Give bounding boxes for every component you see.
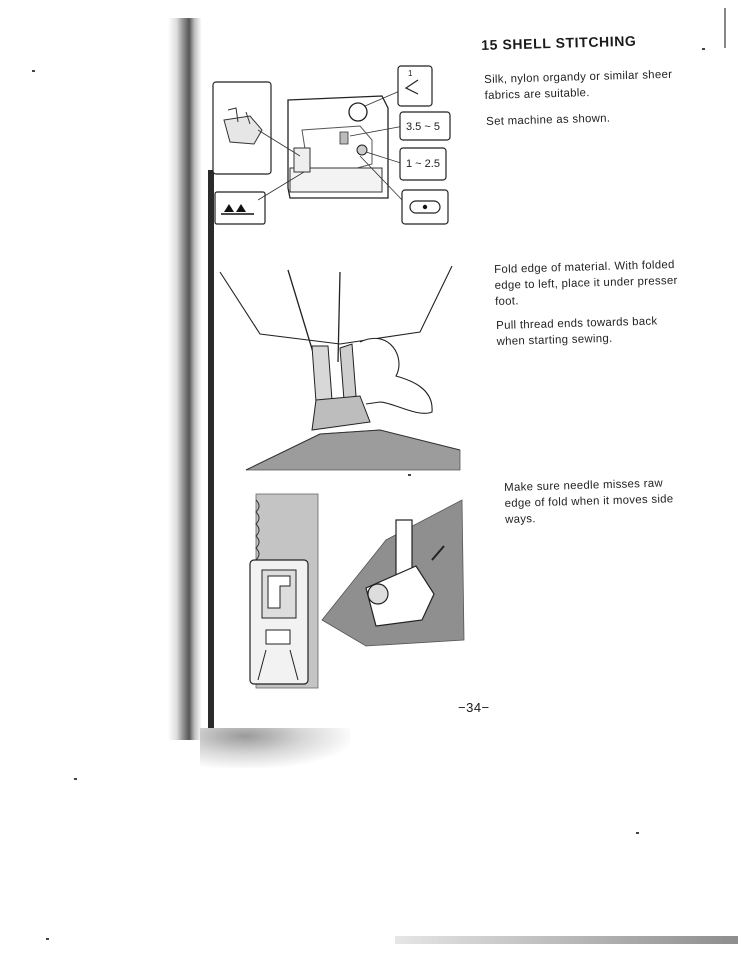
instruction-set-machine: Set machine as shown. [486,112,611,128]
scan-speck [46,938,49,940]
instruction-fold-edge: Fold edge of material. With folded edge to left, place it under presser foot. [494,258,678,308]
scan-edge-bar [395,936,738,944]
folding-fabric-figure [220,262,460,474]
shell-edge-detail-figure [246,490,472,690]
instruction-needle-edge: Make sure needle misses raw edge of fold when it moves side ways. [504,477,674,526]
page-number: −34− [458,700,490,715]
stitch-width-value: 3.5 ~ 5 [406,121,440,133]
fabric-shape [246,430,460,470]
scan-speck [702,48,705,50]
page-binding-edge [208,170,214,740]
scan-speck [32,70,35,72]
stitch-length-value: 1 ~ 2.5 [406,158,440,170]
scan-shadow [200,728,350,768]
scan-speck [74,778,77,780]
section-title: 15 SHELL STITCHING [481,32,637,53]
hand-outline [360,338,432,413]
presser-foot-shape [312,396,370,430]
machine-settings-figure [210,60,460,235]
needle-position-box [398,66,432,106]
page-edge-mark [724,8,726,48]
scan-speck [636,832,639,834]
instruction-pull-threads: Pull thread ends towards back when starting sewing. [496,315,658,348]
instruction-fabric: Silk, nylon organdy or similar sheer fabrics are suitable. [484,68,673,102]
scan-speck [408,474,411,476]
tension-label: 1 [408,69,413,78]
